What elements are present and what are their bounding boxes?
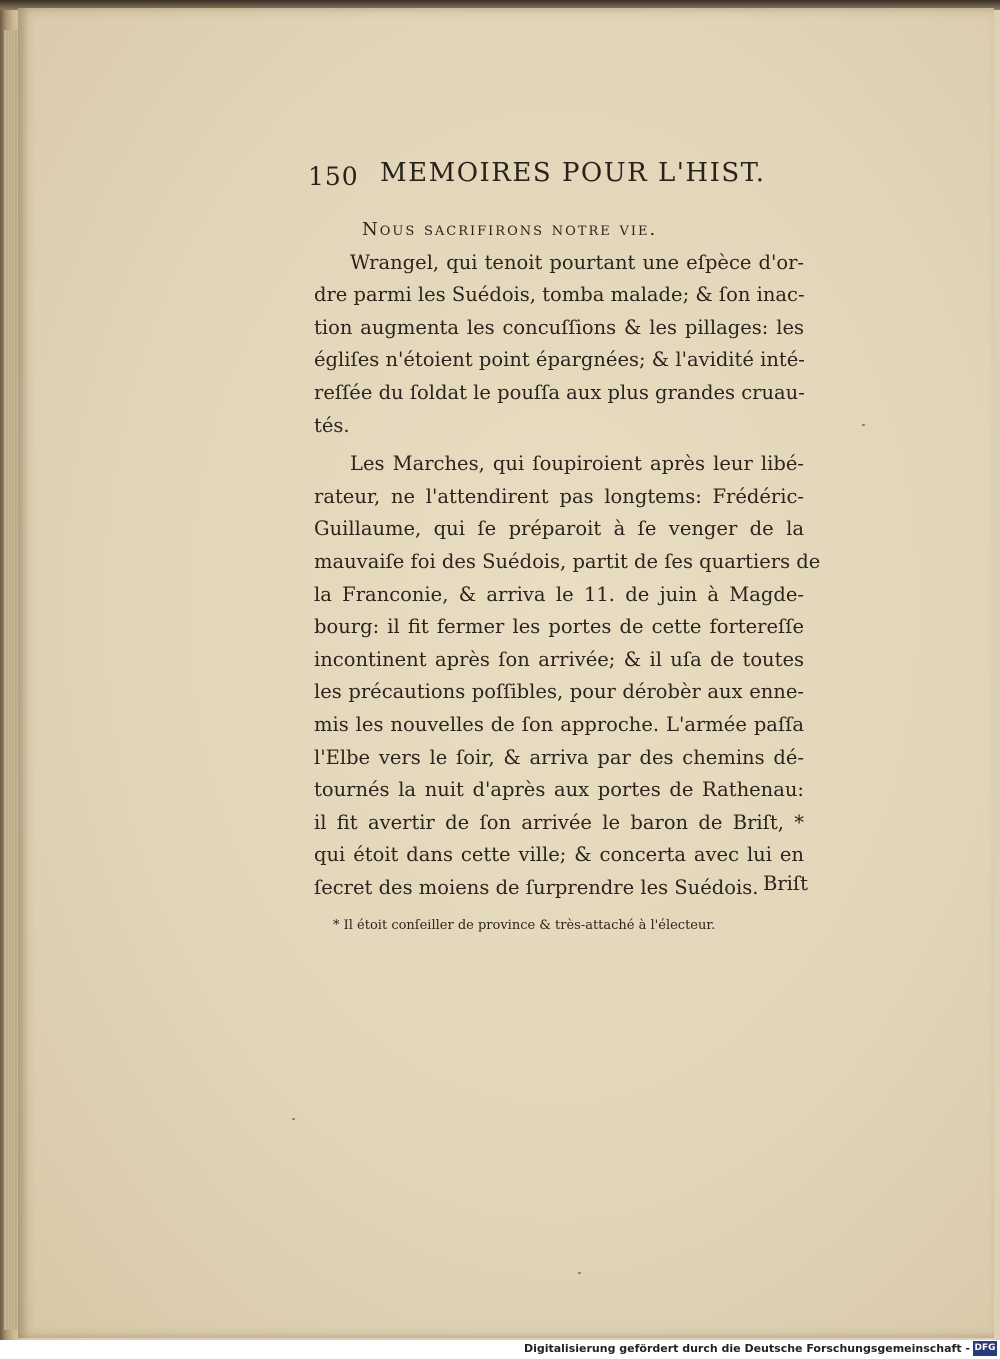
text-line: la Franconie, & arriva le 11. de juin à Magde- [314, 582, 804, 606]
digitization-credit: Digitalisierung gefördert durch die Deutsche Forschungsgemeinschaft - [523, 1342, 970, 1355]
paper-speck [862, 424, 865, 426]
dfg-logo: DFG [973, 1341, 997, 1356]
text-line: Nous sacrifirons notre vie. [362, 219, 658, 240]
text-line: mauvaiſe foi des Suédois, partit de ſes quartiers de [314, 549, 821, 573]
text-line: mis les nouvelles de ſon approche. L'armée paſſa [314, 712, 804, 736]
text-line: égliſes n'étoient point épargnées; & l'avidité inté- [314, 348, 805, 372]
text-line: bourg: il fit fermer les portes de cette fortereſſe [314, 615, 804, 639]
text-line: dre parmi les Suédois, tomba malade; & ſon inac- [314, 283, 805, 307]
text-line: l'Elbe vers le ſoir, & arriva par des chemins dé- [314, 745, 804, 769]
text-line: qui étoit dans cette ville; & concerta avec lui en [314, 843, 804, 867]
text-line: ſecret des moiens de ſurprendre les Suédois. [314, 875, 759, 899]
text-line: tés. [314, 413, 350, 437]
text-line: rateur, ne l'attendirent pas longtems: Frédéric- [314, 484, 804, 508]
paper-speck [292, 1118, 295, 1120]
text-line: Wrangel, qui tenoit pourtant une eſpèce d'or- [350, 250, 804, 274]
paper-speck [578, 1272, 581, 1274]
text-line: il fit avertir de ſon arrivée le baron de Briſt, * [314, 810, 804, 834]
text-line: tion augmenta les concuſſions & les pillages: les [314, 315, 804, 339]
text-line: reſſée du ſoldat le pouſſa aux plus grandes cruau- [314, 380, 805, 404]
text-line: Guillaume, qui ſe préparoit à ſe venger de la [314, 517, 804, 541]
text-line: Les Marches, qui ſoupiroient après leur libé- [350, 452, 804, 476]
text-line: les précautions poſſibles, pour dérobèr aux enne- [314, 680, 804, 704]
body-text [314, 214, 821, 904]
footnote: * Il étoit conſeiller de province & très-attaché à l'électeur. [333, 918, 716, 933]
page-header [308, 158, 766, 192]
running-title: MEMOIRES POUR L'HIST. [380, 158, 766, 188]
text-line: incontinent après ſon arrivée; & il uſa de toutes [314, 647, 804, 671]
page-stack-edge [4, 30, 18, 1330]
text-line: tournés la nuit d'après aux portes de Rathenau: [314, 778, 804, 802]
catchword: Briſt [763, 872, 808, 895]
page-number: 150 [308, 162, 359, 191]
